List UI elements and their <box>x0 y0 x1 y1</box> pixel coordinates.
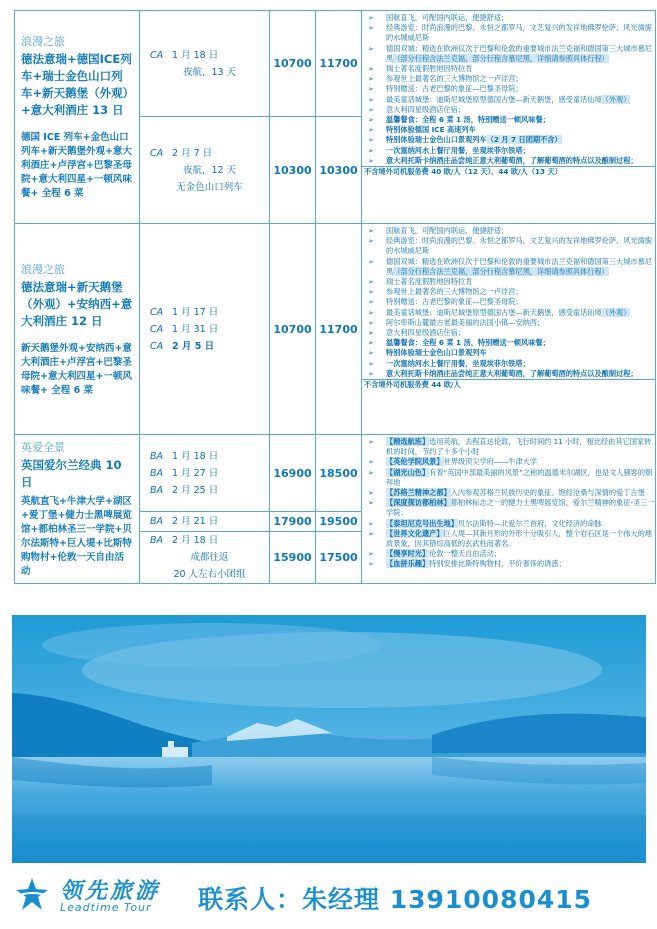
arrow-bullet-icon: ➢ <box>368 468 374 477</box>
tour-2-dates: CA 1 月 17 日 CA 1 月 31 日 CA 2 月 5 日 <box>140 224 270 435</box>
tour-2-detail-item: ➢ 特别赠送：古老巴黎的象征—巴黎圣母院； <box>368 297 523 307</box>
tour-1-detail-item: ➢ 最美童话城堡：迪斯尼城堡原型德国古堡—新天鹅堡，感受童话仙境（外观） <box>368 94 631 104</box>
tour-1-detail-item: ➢ 瑞士著名度假胜地因特拉肯 <box>368 64 473 74</box>
arrow-bullet-icon: ➢ <box>368 257 374 266</box>
tour-3-date-2: BA 2 月 21 日 <box>140 512 270 532</box>
tour-2-detail-item: ➢ 最美童话城堡：迪斯尼城堡原型德国古堡—新天鹅堡，感受童话仙境（外观） <box>368 307 631 317</box>
tour-1-name-cell <box>15 11 140 224</box>
tour-2-detail-item: ➢ 意大利托斯卡纳酒庄品尝纯正意大利葡萄酒，了解葡萄酒的特点以及酿制过程； <box>368 368 638 378</box>
tour-2-detail-item: ➢ 经典游览：时尚浪漫的巴黎、永恒之都罗马，文艺复兴的发祥地佛罗伦萨、风光旖旎的水城威尼斯 <box>368 236 652 256</box>
brand-name-cn: 领先旅游 <box>60 879 161 904</box>
tour-2-details <box>362 224 656 435</box>
tour-3-detail-item: ➢ 【深度探访都柏林】都柏林标志之一的健力士黑啤展览馆，爱尔兰精神的象征-圣三一学院； <box>368 498 655 518</box>
tour-3-detail-item: ➢ 【苏格兰精神之都】入内参观苏格兰民族历史的象征、饱经沧桑与深情的爱丁古堡 <box>368 488 645 498</box>
tour-3-name-cell <box>15 435 140 584</box>
tour-3-sub: 英航直飞+牛津大学+湖区+爱丁堡+健力士黑啤展览馆+都柏林圣三一学院+贝尔法斯特+巨人堤+比斯特购物村+伦敦一天自由活动 <box>21 496 132 577</box>
arrow-bullet-icon: ➢ <box>368 298 374 307</box>
tour-3-details <box>362 435 656 584</box>
arrow-bullet-icon: ➢ <box>368 126 374 135</box>
tour-row-2 <box>15 224 656 435</box>
tour-1-detail-item: ➢ 温馨餐食：全程 6 菜 1 汤，特别赠送一顿风味餐； <box>368 115 550 125</box>
tour-2-theme: 浪漫之旅 <box>21 262 65 276</box>
tour-1-price-b-1: 11700 <box>316 11 362 117</box>
tour-3-detail-item: ➢ 【湖光山色】有着“英国中部最美丽的风景”之称的温德米尔湖区，也是文人骚客的朝拜地 <box>368 467 653 487</box>
tour-1-footnote: 不含境外司机服务费 40 欧/人（12 天）、44 欧/人（13 天） <box>362 166 655 177</box>
tour-1-detail-item: ➢ 意大利托斯卡纳酒庄品尝纯正意大利葡萄酒，了解葡萄酒的特点以及酿制过程； <box>368 155 638 165</box>
tour-3-title: 英国爱尔兰经典 10 日 <box>21 458 122 489</box>
arrow-bullet-icon: ➢ <box>368 458 374 467</box>
tour-1-detail-item: ➢ 德国双城：精选在欧洲仅次于巴黎和伦敦的重要城市法兰克福和德国第三大城市慕尼黑（部分行程含法兰克福，部分行程含慕尼黑，详细请参照具体行程） <box>368 43 652 63</box>
arrow-bullet-icon: ➢ <box>368 278 374 287</box>
tour-2-detail-item: ➢ 意大利四星级酒店住宿； <box>368 328 466 338</box>
tour-1-price-a-2: 10300 <box>270 117 316 224</box>
arrow-bullet-icon: ➢ <box>368 95 374 104</box>
arrow-bullet-icon: ➢ <box>368 85 374 94</box>
arrow-bullet-icon: ➢ <box>368 318 374 327</box>
arrow-bullet-icon: ➢ <box>368 44 374 53</box>
brand-name-en: Leadtime Tour <box>60 901 152 914</box>
tour-1-price-b-2: 10300 <box>316 117 362 224</box>
tour-3-date-3: BA 2 月 18 日 成都往返 20 人左右小团组 <box>140 532 270 584</box>
tour-table <box>14 10 656 584</box>
tour-row-3 <box>15 435 656 512</box>
tour-1-detail-item: ➢ 意大利四星级酒店住宿； <box>368 104 466 114</box>
arrow-bullet-icon: ➢ <box>368 237 374 246</box>
tour-2-detail-item: ➢ 阿尔卑斯山麓最古老最美丽的法国小镇—安纳西； <box>368 317 545 327</box>
arrow-bullet-icon: ➢ <box>368 75 374 84</box>
arrow-bullet-icon: ➢ <box>368 24 374 33</box>
tour-3-price-a-2: 17900 <box>270 512 316 532</box>
tour-3-price-b-2: 19500 <box>316 512 362 532</box>
arrow-bullet-icon: ➢ <box>368 136 374 145</box>
tour-1-detail-item: ➢ 特别体验德国 ICE 高速列车 <box>368 125 476 135</box>
tour-2-name-cell <box>15 224 140 435</box>
arrow-bullet-icon: ➢ <box>368 560 374 569</box>
arrow-bullet-icon: ➢ <box>368 369 374 378</box>
tour-3-theme: 英爱全景 <box>21 441 65 454</box>
tour-1-theme: 浪漫之旅 <box>21 35 65 48</box>
tour-2-footnote: 不含境外司机服务费 44 欧/人 <box>362 379 655 390</box>
tour-2-detail-item: ➢ 国航直飞，可配国内联运，便捷舒适； <box>368 226 509 235</box>
tour-1-detail-item: ➢ 经典游览：时尚浪漫的巴黎、永恒之都罗马，文艺复兴的发祥地佛罗伦萨、风光旖旎的水城威尼斯 <box>368 23 652 43</box>
tour-2-detail-item: ➢ 参观世上最著名的三大博物馆之一卢浮宫； <box>368 287 523 297</box>
arrow-bullet-icon: ➢ <box>368 359 374 368</box>
tour-2-sub: 新天鹅堡外观+安纳西+意大利酒庄+卢浮宫+巴黎圣母院+意大利四星+一顿风味餐+ 全程 6 菜 <box>21 342 132 396</box>
tour-1-title: 德法意瑞+德国ICE列车+瑞士金色山口列车+新天鹅堡（外观）+意大利酒庄 13 日 <box>21 52 132 117</box>
arrow-bullet-icon: ➢ <box>368 339 374 348</box>
tour-3-detail-item: ➢ 【血拼乐趣】特别安排比斯特购物村，平价奢侈的诱惑； <box>368 559 566 569</box>
tour-3-detail-item: ➢ 【慢享时光】伦敦一整天自由活动； <box>368 549 502 559</box>
arrow-bullet-icon: ➢ <box>368 14 374 22</box>
arrow-bullet-icon: ➢ <box>368 146 374 155</box>
tour-2-detail-item: ➢ 温馨餐食：全程 6 菜 1 汤，特别赠送一顿风味餐； <box>368 338 550 348</box>
arrow-bullet-icon: ➢ <box>368 550 374 559</box>
tour-3-detail-item: ➢ 【泰坦尼克号出生地】贝尔法斯特—北爱尔兰首府，文化经济的命脉 <box>368 518 602 528</box>
arrow-bullet-icon: ➢ <box>368 529 374 538</box>
tour-3-price-b-3: 17500 <box>316 532 362 584</box>
tour-3-price-a-1: 16900 <box>270 435 316 512</box>
arrow-bullet-icon: ➢ <box>368 519 374 528</box>
arrow-bullet-icon: ➢ <box>368 329 374 338</box>
arrow-bullet-icon: ➢ <box>368 349 374 358</box>
tour-1-detail-item: ➢ 国航直飞，可配国内联运，便捷舒适； <box>368 13 509 22</box>
tour-1-detail-item: ➢ 一次塞纳河水上餐厅用餐，坐观埃菲尔铁塔； <box>368 145 530 155</box>
tour-2-title: 德法意瑞+新天鹅堡（外观）+安纳西+意大利酒庄 12 日 <box>21 279 133 328</box>
tour-2-price-b: 11700 <box>316 224 362 435</box>
tour-2-detail-item: ➢ 特别体验瑞士金色山口景观列车 <box>368 348 487 358</box>
tour-3-date-1: BA 1 月 18 日 BA 1 月 27 日 BA 2 月 25 日 <box>140 435 270 512</box>
tour-1-date-2: CA 2 月 7 日 夜航，12 天 无金色山口列车 <box>140 117 270 224</box>
arrow-bullet-icon: ➢ <box>368 116 374 125</box>
tour-1-date-1: CA 1 月 18 日 夜航，13 天 <box>140 11 270 117</box>
tour-1-details <box>362 11 656 224</box>
arrow-bullet-icon: ➢ <box>368 489 374 498</box>
tour-1-sub: 德国 ICE 列车+金色山口列车+新天鹅堡外观+意大利酒庄+卢浮宫+巴黎圣母院+意大利四星+一顿风味餐+ 全程 6 菜 <box>21 132 132 199</box>
arrow-bullet-icon: ➢ <box>368 156 374 165</box>
footer <box>0 870 657 929</box>
tour-3-detail-item: ➢ 【精选航班】选用英航，去程直达伦敦，飞行时间约 11 小时，相比经由其它国家转机的时间，节约了十多个小时 <box>368 437 652 457</box>
tour-1-detail-item: ➢ 特别赠送：古老巴黎的象征—巴黎圣母院； <box>368 84 523 94</box>
arrow-bullet-icon: ➢ <box>368 65 374 74</box>
tour-1-price-a-1: 10700 <box>270 11 316 117</box>
tour-3-price-b-1: 18500 <box>316 435 362 512</box>
tour-3-detail-item: ➢ 【世界文化遗产】巨人堤—其新月形的外形十分吸引人，整个岩石区是一个伟大的地质景象，因其错综高低的玄武柱而著名。 <box>368 528 652 549</box>
tour-3-detail-item: ➢ 【英伦学院风景】世界级顶尖学府——牛津大学 <box>368 457 537 467</box>
tour-2-detail-item: ➢ 一次塞纳河水上餐厅用餐，坐观埃菲尔铁塔； <box>368 358 530 368</box>
tour-row-1 <box>15 11 656 117</box>
arrow-bullet-icon: ➢ <box>368 438 374 446</box>
lake-photo <box>12 615 646 863</box>
tour-2-price-a: 10700 <box>270 224 316 435</box>
arrow-bullet-icon: ➢ <box>368 308 374 317</box>
tour-3-price-a-3: 15900 <box>270 532 316 584</box>
tour-2-detail-item: ➢ 德国双城：精选在欧洲仅次于巴黎和伦敦的重要城市法兰克福和德国第三大城市慕尼黑（部分行程含法兰克福，部分行程含慕尼黑，详细请参照具体行程） <box>368 256 652 276</box>
tour-1-detail-item: ➢ 参观世上最著名的三大博物馆之一卢浮宫； <box>368 74 523 84</box>
arrow-bullet-icon: ➢ <box>368 227 374 235</box>
star-logo-icon <box>14 876 50 912</box>
arrow-bullet-icon: ➢ <box>368 105 374 114</box>
tour-2-detail-item: ➢ 瑞士著名度假胜地因特拉肯 <box>368 277 473 287</box>
arrow-bullet-icon: ➢ <box>368 499 374 508</box>
arrow-bullet-icon: ➢ <box>368 288 374 297</box>
lake-landscape-image <box>12 615 646 863</box>
contact-line: 联系人：朱经理 13910080415 <box>198 885 593 914</box>
tour-1-detail-item: ➢ 特别体验瑞士金色山口景观列车（2 月 7 日团期不含） <box>368 135 562 145</box>
